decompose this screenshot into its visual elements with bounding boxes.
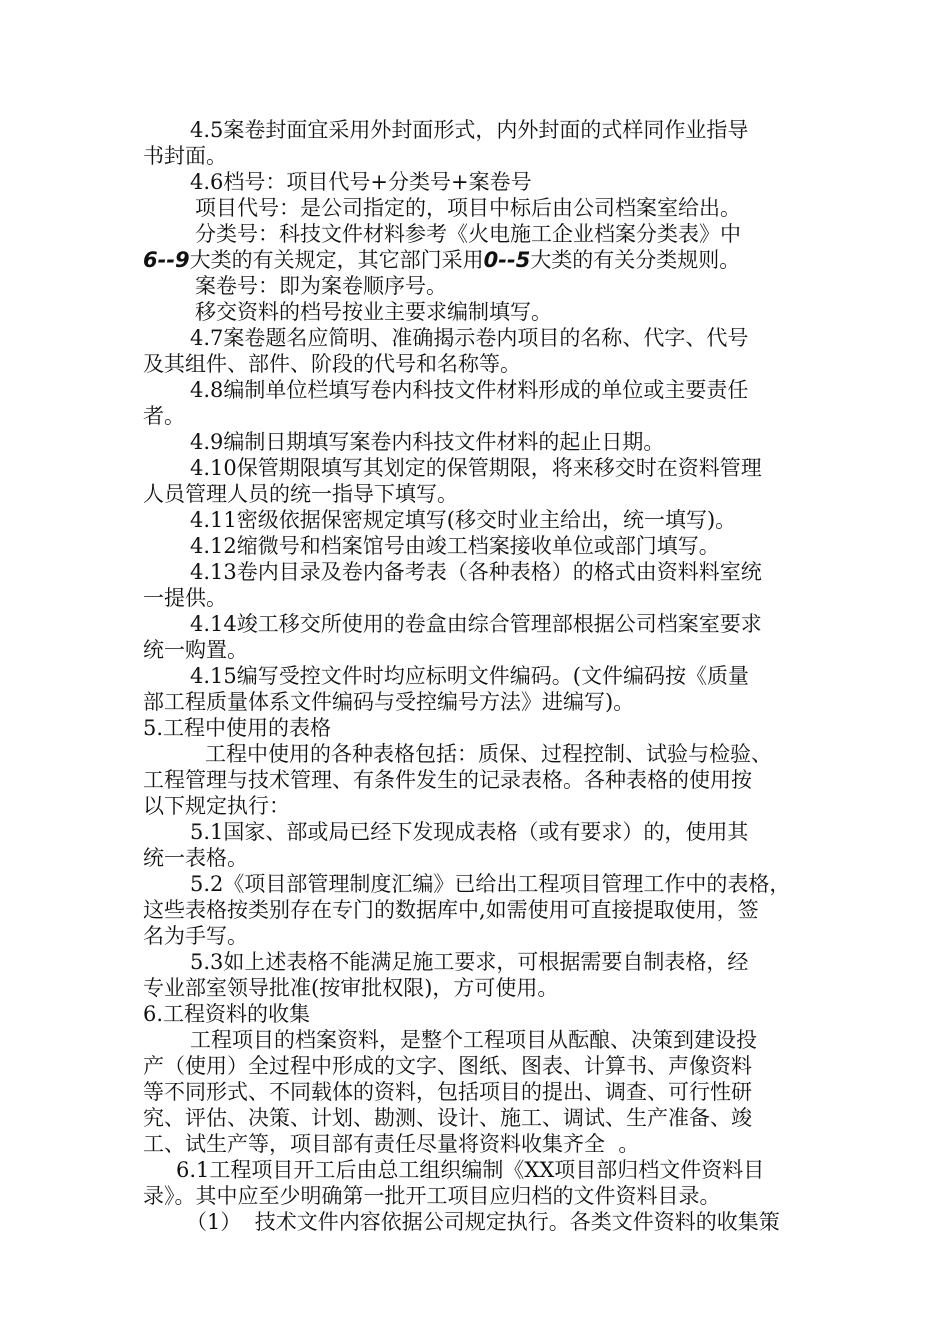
para-4-15-line-1: 4.15编写受控文件时均应标明文件编码。(文件编码按《质量: [190, 664, 749, 688]
para-4-13-line-2: 一提供。: [143, 586, 227, 610]
para-5-3-line-2: 专业部室领导批准(按审批权限)，方可使用。: [143, 976, 559, 1000]
para-6-line-5: 工、试生产等，项目部有责任尽量将资料收集齐全 。: [143, 1132, 640, 1156]
class-text-a: 大类的有关规定，其它部门采用: [189, 248, 484, 272]
para-5-3-line-1: 5.3如上述表格不能满足施工要求，可根据需要自制表格，经: [190, 950, 749, 974]
para-4-7-line-1: 4.7案卷题名应简明、准确揭示卷内项目的名称、代字、代号: [190, 326, 749, 350]
para-5-1-line-2: 统一表格。: [143, 846, 248, 870]
para-6-line-1: 工程项目的档案资料，是整个工程项目从酝酿、决策到建设投: [190, 1028, 757, 1052]
para-4-11: 4.11密级依据保密规定填写(移交时业主给出，统一填写)。: [190, 508, 737, 532]
para-4-10-line-2: 人员管理人员的统一指导下填写。: [143, 482, 458, 506]
para-6-1-item-1: （1） 技术文件内容依据公司规定执行。各类文件资料的收集策: [186, 1210, 780, 1234]
para-5-2-line-2: 这些表格按类别存在专门的数据库中,如需使用可直接提取使用，签: [143, 898, 759, 922]
para-4-14-line-1: 4.14竣工移交所使用的卷盒由综合管理部根据公司档案室要求: [190, 612, 762, 636]
para-4-5-line-1: 4.5案卷封面宜采用外封面形式，内外封面的式样同作业指导: [190, 118, 749, 142]
para-4-8-line-2: 者。: [143, 404, 185, 428]
para-project-code: 项目代号：是公司指定的，项目中标后由公司档案室给出。: [195, 196, 741, 220]
para-transfer: 移交资料的档号按业主要求编制填写。: [195, 300, 552, 324]
para-4-8-line-1: 4.8编制单位栏填写卷内科技文件材料形成的单位或主要责任: [190, 378, 749, 402]
section-6-heading: 6.工程资料的收集: [143, 1002, 311, 1026]
para-5-2-line-1: 5.2《项目部管理制度汇编》已给出工程项目管理工作中的表格，: [190, 872, 791, 896]
class-range-0-5: 0--5: [483, 248, 531, 272]
para-4-13-line-1: 4.13卷内目录及卷内备考表（各种表格）的格式由资料料室统: [190, 560, 762, 584]
para-4-15-line-2: 部工程质量体系文件编码与受控编号方法》进编写)。: [143, 690, 635, 714]
para-4-7-line-2: 及其组件、部件、阶段的代号和名称等。: [143, 352, 521, 376]
para-5-line-1: 工程中使用的各种表格包括：质保、过程控制、试验与检验、: [205, 742, 772, 766]
section-5-heading: 5.工程中使用的表格: [143, 716, 332, 740]
para-6-1-line-2: 录》。其中应至少明确第一批开工项目应归档的文件资料目录。: [143, 1184, 721, 1208]
para-volume-number: 案卷号：即为案卷顺序号。: [195, 274, 447, 298]
para-4-6-line-1: 4.6档号：项目代号+分类号+案卷号: [190, 170, 532, 194]
para-6-1-line-1: 6.1工程项目开工后由总工组织编制《XX项目部归档文件资料目: [176, 1158, 765, 1182]
para-4-12: 4.12缩微号和档案馆号由竣工档案接收单位或部门填写。: [190, 534, 720, 558]
para-4-14-line-2: 统一购置。: [143, 638, 248, 662]
para-6-line-4: 究、评估、决策、计划、勘测、设计、施工、调试、生产准备、竣: [143, 1106, 752, 1130]
para-5-2-line-3: 名为手写。: [143, 924, 248, 948]
para-5-line-2: 工程管理与技术管理、有条件发生的记录表格。各种表格的使用按: [143, 768, 752, 792]
para-4-9: 4.9编制日期填写案卷内科技文件材料的起止日期。: [190, 430, 665, 454]
para-4-5-line-2: 书封面。: [143, 144, 227, 168]
para-4-10-line-1: 4.10保管期限填写其划定的保管期限，将来移交时在资料管理: [190, 456, 762, 480]
para-6-line-3: 等不同形式、不同载体的资料，包括项目的提出、调查、可行性研: [143, 1080, 752, 1104]
para-6-line-2: 产（使用）全过程中形成的文字、图纸、图表、计算书、声像资料: [143, 1054, 752, 1078]
class-text-b: 大类的有关分类规则。: [530, 248, 741, 272]
class-range-6-9: 6--9: [143, 248, 190, 272]
para-class-code-line-2: [143, 247, 740, 273]
para-5-line-3: 以下规定执行：: [143, 794, 290, 818]
para-class-code-line-1: 分类号：科技文件材料参考《火电施工企业档案分类表》中: [195, 222, 741, 246]
para-5-1-line-1: 5.1国家、部或局已经下发现成表格（或有要求）的，使用其: [190, 820, 749, 844]
